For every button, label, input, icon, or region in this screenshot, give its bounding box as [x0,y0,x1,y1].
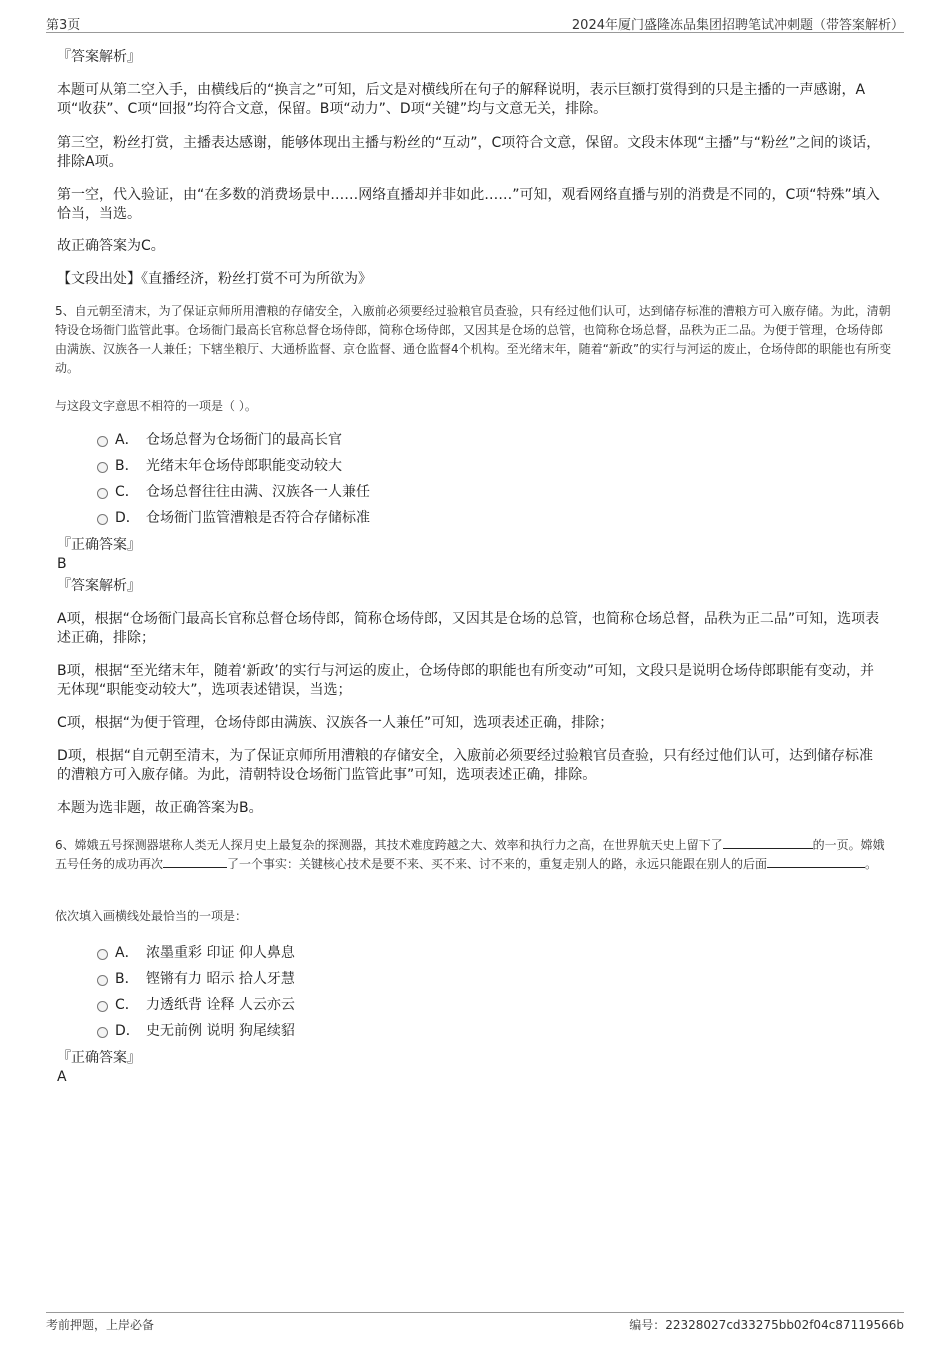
q5-stem: 5、自元朝至清末，为了保证京师所用漕粮的存储安全，入廒前必须要经过验粮官员查验，只有经过他们认可，达到储存标准的漕粮方可入廒存储。为此，清朝特设仓场衙门监管此事。仓场衙门最高长官称总督仓场侍郎，简称仓场侍郎，又因其是仓场的总管，也简称仓场总督，品秩为正二品。为便于管理，仓场侍郎由满族、汉族各一人兼任；下辖坐粮厅、大通桥监督、京仓监督、通仓监督4个机构。至光绪末年，随着“新政”的实行与河运的废止，仓场侍郎的职能也有所变动。 [55,304,892,375]
q6-stem: 6、嫦娥五号探测器堪称人类无人探月史上最复杂的探测器，其技术难度跨越之大、效率和执行力之高，在世界航天史上留下了 的一页。嫦娥五号任务的成功再次 了一个事实：关键核心技术是要不来、买不来、讨不来的，重复走别人的路，永远只能跟在别人的后面 。 [55,838,885,871]
blank-2 [163,856,227,868]
q6-answer-label: 『正确答案』 [57,1050,141,1066]
q6-option-c[interactable]: C． 力透纸背 诠释 人云亦云 [57,992,657,1018]
q5-analysis-label: 『答案解析』 [57,578,141,594]
page-footer [46,1312,904,1336]
blank-1 [723,837,813,849]
q6-question: 依次填入画横线处最恰当的一项是： [55,909,248,923]
document-code: 编号：22328027cd33275bb02f04c87119566b [629,1318,904,1332]
q4-analysis-paragraph-2: 第三空，粉丝打赏，主播表达感谢，能够体现出主播与粉丝的“互动”，C项符合文意，保留。文段末体现“主播”与“粉丝”之间的谈话，排除A项。 [57,135,881,170]
blank-3 [767,856,865,868]
q4-source: 【文段出处】《直播经济，粉丝打赏不可为所欲为》 [57,271,372,287]
q5-answer: B [57,556,67,572]
q6-answer: A [57,1069,67,1085]
q6-option-b[interactable]: B． 铿锵有力 昭示 拾人牙慧 [57,966,657,992]
q4-analysis-label: 『答案解析』 [57,49,141,65]
q6-option-d[interactable]: D． 史无前例 说明 狗尾续貂 [57,1018,657,1044]
q5-option-d[interactable]: D． 仓场衙门监管漕粮是否符合存储标准 [57,505,657,531]
radio-button[interactable] [97,1001,108,1012]
radio-button[interactable] [97,975,108,986]
page-number: 第3页 [46,18,81,33]
page-header [46,14,904,33]
q5-option-a[interactable]: A． 仓场总督为仓场衙门的最高长官 [57,427,657,453]
radio-button[interactable] [97,949,108,960]
radio-button[interactable] [97,1027,108,1038]
radio-button[interactable] [97,462,108,473]
q5-option-b[interactable]: B． 光绪末年仓场侍郎职能变动较大 [57,453,657,479]
q5-options [57,427,657,531]
radio-button[interactable] [97,514,108,525]
q5-answer-label: 『正确答案』 [57,537,141,553]
q4-analysis-paragraph-1: 本题可从第二空入手，由横线后的“换言之”可知，后文是对横线所在句子的解释说明，表示巨额打赏得到的只是主播的一声感谢，A项“收获”、C项“回报”均符合文意，保留。B项“动力”、D项“关键”均与文意无关，排除。 [57,82,866,117]
footer-slogan: 考前押题，上岸必备 [46,1318,155,1332]
q6-option-a[interactable]: A． 浓墨重彩 印证 仰人鼻息 [57,940,657,966]
radio-button[interactable] [97,436,108,447]
q4-conclusion: 故正确答案为C。 [57,238,165,254]
q5-analysis-b: B项，根据“至光绪末年，随着‘新政’的实行与河运的废止，仓场侍郎的职能也有所变动”可知，文段只是说明仓场侍郎职能有变动，并无体现“职能变动较大”，选项表述错误，当选； [57,663,875,698]
q4-analysis-paragraph-3: 第一空，代入验证，由“在多数的消费场景中……网络直播却并非如此……”可知，观看网络直播与别的消费是不同的，C项“特殊”填入恰当，当选。 [57,187,880,222]
q5-analysis-c: C项，根据“为便于管理，仓场侍郎由满族、汉族各一人兼任”可知，选项表述正确，排除； [57,715,614,731]
radio-button[interactable] [97,488,108,499]
q5-analysis-a: A项，根据“仓场衙门最高长官称总督仓场侍郎，简称仓场侍郎，又因其是仓场的总管，也简称仓场总督，品秩为正二品”可知，选项表述正确，排除； [57,611,880,646]
q5-question: 与这段文字意思不相符的一项是（ ）。 [55,399,257,413]
document-title: 2024年厦门盛隆冻品集团招聘笔试冲刺题（带答案解析） [571,18,904,33]
q5-option-c[interactable]: C． 仓场总督往往由满、汉族各一人兼任 [57,479,657,505]
q5-analysis-d: D项，根据“自元朝至清末，为了保证京师所用漕粮的存储安全，入廒前必须要经过验粮官员查验，只有经过他们认可，达到储存标准的漕粮方可入廒存储。为此，清朝特设仓场衙门监管此事”可知，选项表述正确，排除。 [57,748,874,783]
q5-conclusion: 本题为选非题，故正确答案为B。 [57,800,263,816]
q6-options [57,940,657,1044]
